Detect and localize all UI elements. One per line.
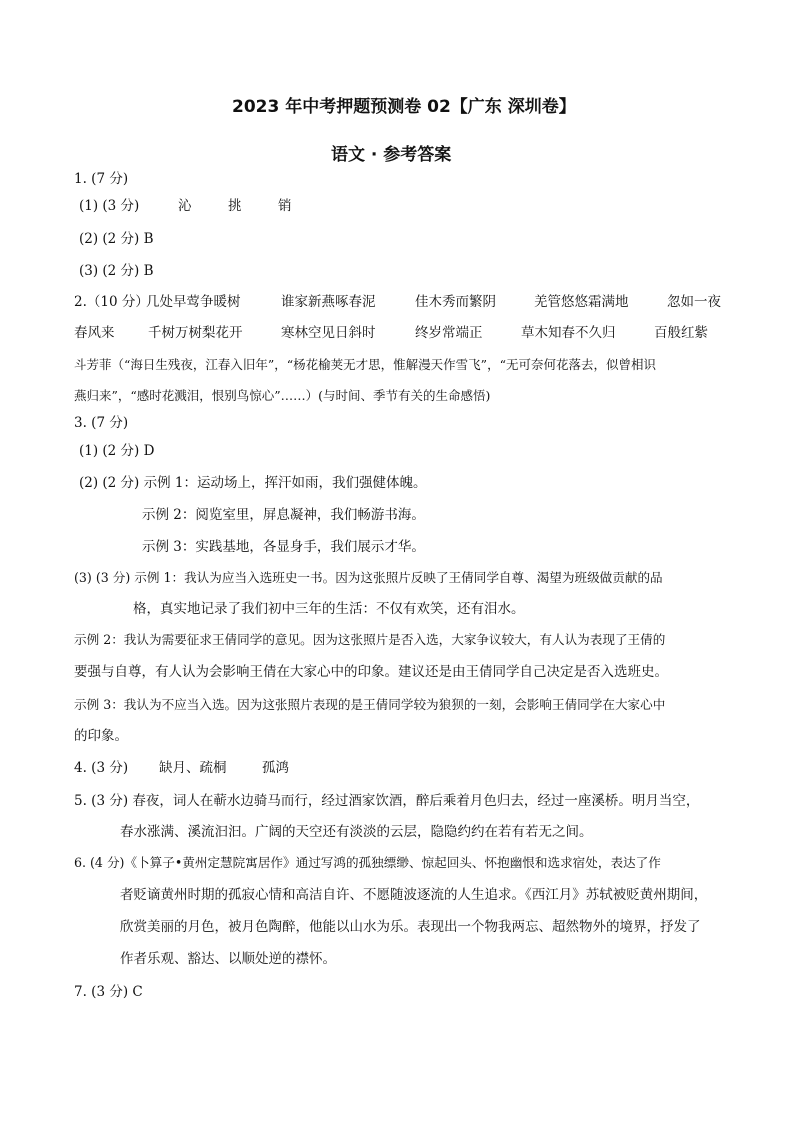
q4-answer-1: 缺月、疏桐 xyxy=(159,760,227,776)
q2-line-3: 斗芳菲（“海日生残夜，江春入旧年”，“杨花榆荚无才思，惟解漫天作雪飞”，“无可奈何花落去，似曾相识 xyxy=(74,357,656,372)
q2-verse: 几处早莺争暖树 xyxy=(146,294,241,310)
q2-line-1 xyxy=(74,292,721,312)
question-1-heading: 1. (7 分) xyxy=(74,171,129,187)
q3-answer-1: (1) (2 分) D xyxy=(79,443,155,459)
q5-line-1: 5. (3 分) 春夜，词人在蕲水边骑马而行，经过酒家饮酒，醉后乘着月色归去，经过一座溪桥。明月当空， xyxy=(74,793,700,809)
q6-line-1: 6. (4 分)《卜算子•黄州定慧院寓居作》通过写鸿的孤独缥缈、惊起回头、怀抱幽恨和选求宿处，表达了作 xyxy=(74,855,661,870)
q6-line-2: 者贬谪黄州时期的孤寂心情和高洁自许、不愿随波逐流的人生追求。《西江月》苏轼被贬黄州期间， xyxy=(120,887,708,903)
q3-answer-2-example-3: 示例 3：实践基地，各显身手，我们展示才华。 xyxy=(142,539,425,555)
q2-verse: 百般红紫 xyxy=(654,325,708,341)
q6-line-4: 作者乐观、豁达、以顺处逆的襟怀。 xyxy=(120,951,336,967)
q2-verse: 佳木秀而繁阴 xyxy=(415,294,496,310)
q2-line-4: 燕归来”，“感时花溅泪，恨别鸟惊心”……）(与时间、季节有关的生命感悟) xyxy=(74,388,491,403)
page-title: 2023 年中考押题预测卷 02【广东 深圳卷】 xyxy=(232,97,576,117)
q3-answer-3-line-2: 格，真实地记录了我们初中三年的生活：不仅有欢笑，还有泪水。 xyxy=(133,601,525,617)
q3-answer-3-line-1: (3) (3 分) 示例 1：我认为应当入选班史一书。因为这张照片反映了王倩同学自尊、渴望为班级做贡献的品 xyxy=(74,570,663,585)
q1-word-1: 沁 xyxy=(178,198,192,214)
q2-verse: 终岁常端正 xyxy=(415,325,483,341)
question-7-heading: 7. (3 分) C xyxy=(74,984,143,1000)
q2-verse: 谁家新燕啄春泥 xyxy=(281,294,376,310)
question-3-heading: 3. (7 分) xyxy=(74,415,129,431)
q3-example-3-line-1: 示例 3：我认为不应当入选。因为这张照片表现的是王倩同学较为狼狈的一刻，会影响王倩同学在大家心中 xyxy=(74,697,666,712)
q2-verse: 草木知春不久归 xyxy=(521,325,616,341)
q3-answer-2-example-2: 示例 2：阅览室里，屏息凝神，我们畅游书海。 xyxy=(142,507,425,523)
q2-verse: 忽如一夜 xyxy=(667,294,721,310)
q1-answer-2: (2) (2 分) B xyxy=(79,231,154,247)
q3-example-2-line-2: 要强与自尊，有人认为会影响王倩在大家心中的印象。建议还是由王倩同学自己决定是否入选班史。 xyxy=(74,664,668,680)
q1-word-2: 挑 xyxy=(228,198,242,214)
q1-answer-3: (3) (2 分) B xyxy=(79,263,154,279)
q1-answer-1-label: (1) (3 分) xyxy=(79,198,140,214)
question-2-heading: 2.（10 分） xyxy=(74,294,149,310)
q4-line xyxy=(74,758,289,778)
q3-example-2-line-1: 示例 2：我认为需要征求王倩同学的意见。因为这张照片是否入选，大家争议较大，有人认为表现了王倩的 xyxy=(74,632,666,647)
q1-word-3: 销 xyxy=(278,198,292,214)
q2-verse: 寒林空见日斜时 xyxy=(281,325,376,341)
q5-line-2: 春水涨满、溪流汩汩。广阔的天空还有淡淡的云层，隐隐约约在若有若无之间。 xyxy=(120,824,593,840)
q2-line-2 xyxy=(74,323,708,343)
q6-line-3: 欣赏美丽的月色，被月色陶醉，他能以山水为乐。表现出一个物我两忘、超然物外的境界，抒发了 xyxy=(120,919,701,935)
q2-verse: 千树万树梨花开 xyxy=(148,325,243,341)
page-subtitle: 语文 · 参考答案 xyxy=(331,145,452,165)
q3-example-3-line-2: 的印象。 xyxy=(74,728,128,744)
q4-answer-2: 孤鸿 xyxy=(262,760,289,776)
q2-verse: 羌管悠悠霜满地 xyxy=(534,294,629,310)
q1-answer-1 xyxy=(79,196,292,216)
q2-verse: 春风来 xyxy=(74,325,115,341)
question-4-heading: 4. (3 分) xyxy=(74,760,129,776)
q3-answer-2: (2) (2 分) 示例 1：运动场上，挥汗如雨，我们强健体魄。 xyxy=(79,475,427,491)
